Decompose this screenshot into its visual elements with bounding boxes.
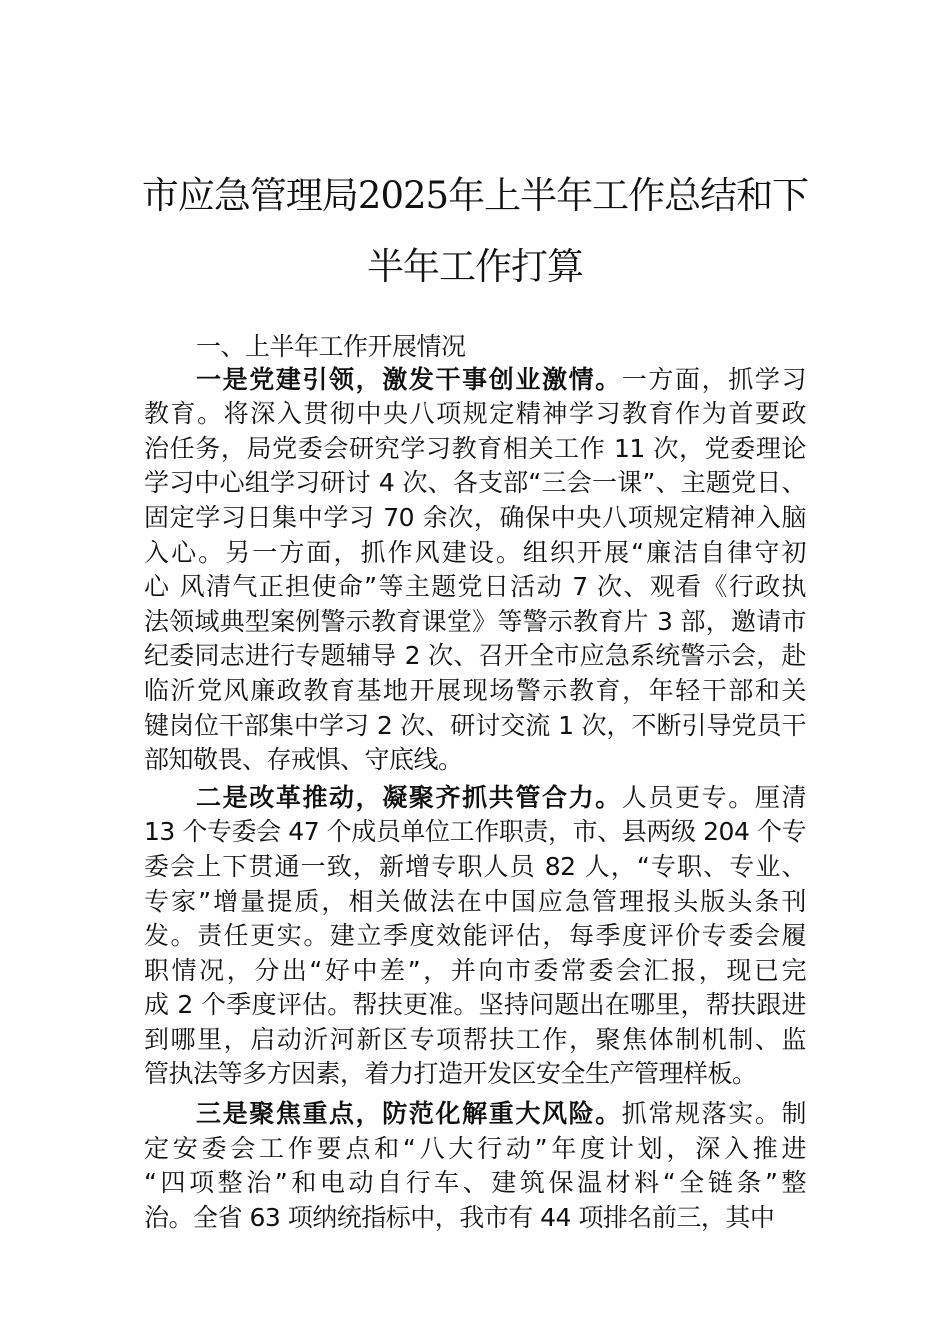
text-line <box>144 815 806 850</box>
text-line <box>144 501 806 536</box>
paragraph-lead-heading: 一是党建引领，激发干事创业激情。 <box>196 364 622 394</box>
text-line <box>144 1166 806 1201</box>
line-text: 到哪里，启动沂河新区专项帮扶工作，聚焦体制机制、监 <box>144 1024 806 1054</box>
line-text: 成 2 个季度评估。帮扶更准。坚持问题出在哪里，帮扶跟进 <box>144 990 806 1020</box>
line-text: 人员更专。厘清 <box>621 782 806 812</box>
text-line <box>144 674 806 709</box>
text-line <box>144 536 806 571</box>
line-text: 定安委会工作要点和“八大行动”年度计划，深入推进 <box>144 1133 806 1163</box>
document-body <box>144 330 806 1235</box>
line-text: 委会上下贯通一致，新增专职人员 82 人，“专职、专业、 <box>144 851 806 881</box>
document-title-line-2: 半年工作打算 <box>367 245 583 288</box>
line-text: 一、上半年工作开展情况 <box>196 332 466 361</box>
text-line <box>144 570 806 605</box>
text-line <box>144 1057 806 1092</box>
line-text: 职情况，分出“好中差”，并向市委常委会汇报，现已完 <box>144 955 806 985</box>
text-line <box>144 1097 806 1132</box>
line-text: 法领域典型案例警示教育课堂》等警示教育片 3 部，邀请市 <box>144 606 806 636</box>
paragraph <box>144 1097 806 1235</box>
text-line <box>144 850 806 885</box>
text-line <box>144 1201 806 1236</box>
line-text: 临沂党风廉政教育基地开展现场警示教育，年轻干部和关 <box>144 675 806 705</box>
line-text: 一方面，抓学习 <box>621 364 806 394</box>
text-line <box>144 363 806 398</box>
text-line <box>144 781 806 816</box>
line-text: 13 个专委会 47 个成员单位工作职责，市、县两级 204 个专 <box>144 817 806 847</box>
line-text: 固定学习日集中学习 70 余次，确保中央八项规定精神入脑 <box>144 502 806 532</box>
line-text: 治任务，局党委会研究学习教育相关工作 11 次，党委理论 <box>144 433 806 463</box>
text-line <box>144 397 806 432</box>
paragraph <box>144 363 806 778</box>
line-text: 心 风清气正担使命”等主题党日活动 7 次、观看《行政执 <box>144 572 806 602</box>
line-text: “四项整治”和电动自行车、建筑保温材料“全链条”整 <box>144 1168 806 1198</box>
text-line <box>144 1023 806 1058</box>
document-title-line-1: 市应急管理局2025年上半年工作总结和下 <box>141 174 809 217</box>
paragraph-lead-heading: 三是聚焦重点，防范化解重大风险。 <box>196 1099 622 1129</box>
text-line <box>144 743 806 778</box>
line-text: 发。责任更实。建立季度效能评估，每季度评价专委会履 <box>144 921 806 951</box>
section-heading <box>144 330 806 365</box>
text-line <box>144 466 806 501</box>
text-line <box>144 885 806 920</box>
text-line <box>144 639 806 674</box>
text-line <box>144 432 806 467</box>
line-text: 专家”增量提质，相关做法在中国应急管理报头版头条刊 <box>144 886 806 916</box>
paragraph <box>144 781 806 1092</box>
text-line <box>144 1132 806 1167</box>
line-text: 部知敬畏、存戒惧、守底线。 <box>144 745 463 775</box>
line-text: 教育。将深入贯彻中央八项规定精神学习教育作为首要政 <box>144 399 806 429</box>
line-text: 键岗位干部集中学习 2 次、研讨交流 1 次，不断引导党员干 <box>144 710 806 740</box>
text-line <box>144 605 806 640</box>
text-line <box>144 954 806 989</box>
text-line <box>144 330 806 365</box>
paragraph-lead-heading: 二是改革推动，凝聚齐抓共管合力。 <box>196 782 622 812</box>
line-text: 治。全省 63 项纳统指标中，我市有 44 项排名前三，其中 <box>144 1202 775 1232</box>
text-line <box>144 709 806 744</box>
line-text: 抓常规落实。制 <box>621 1099 806 1129</box>
line-text: 纪委同志进行专题辅导 2 次、召开全市应急系统警示会，赴 <box>144 641 806 671</box>
text-line <box>144 919 806 954</box>
text-line <box>144 988 806 1023</box>
line-text: 学习中心组学习研讨 4 次、各支部“三会一课”、主题党日、 <box>144 468 806 498</box>
line-text: 入心。另一方面，抓作风建设。组织开展“廉洁自律守初 <box>144 537 806 567</box>
line-text: 管执法等多方因素，着力打造开发区安全生产管理样板。 <box>144 1059 757 1089</box>
